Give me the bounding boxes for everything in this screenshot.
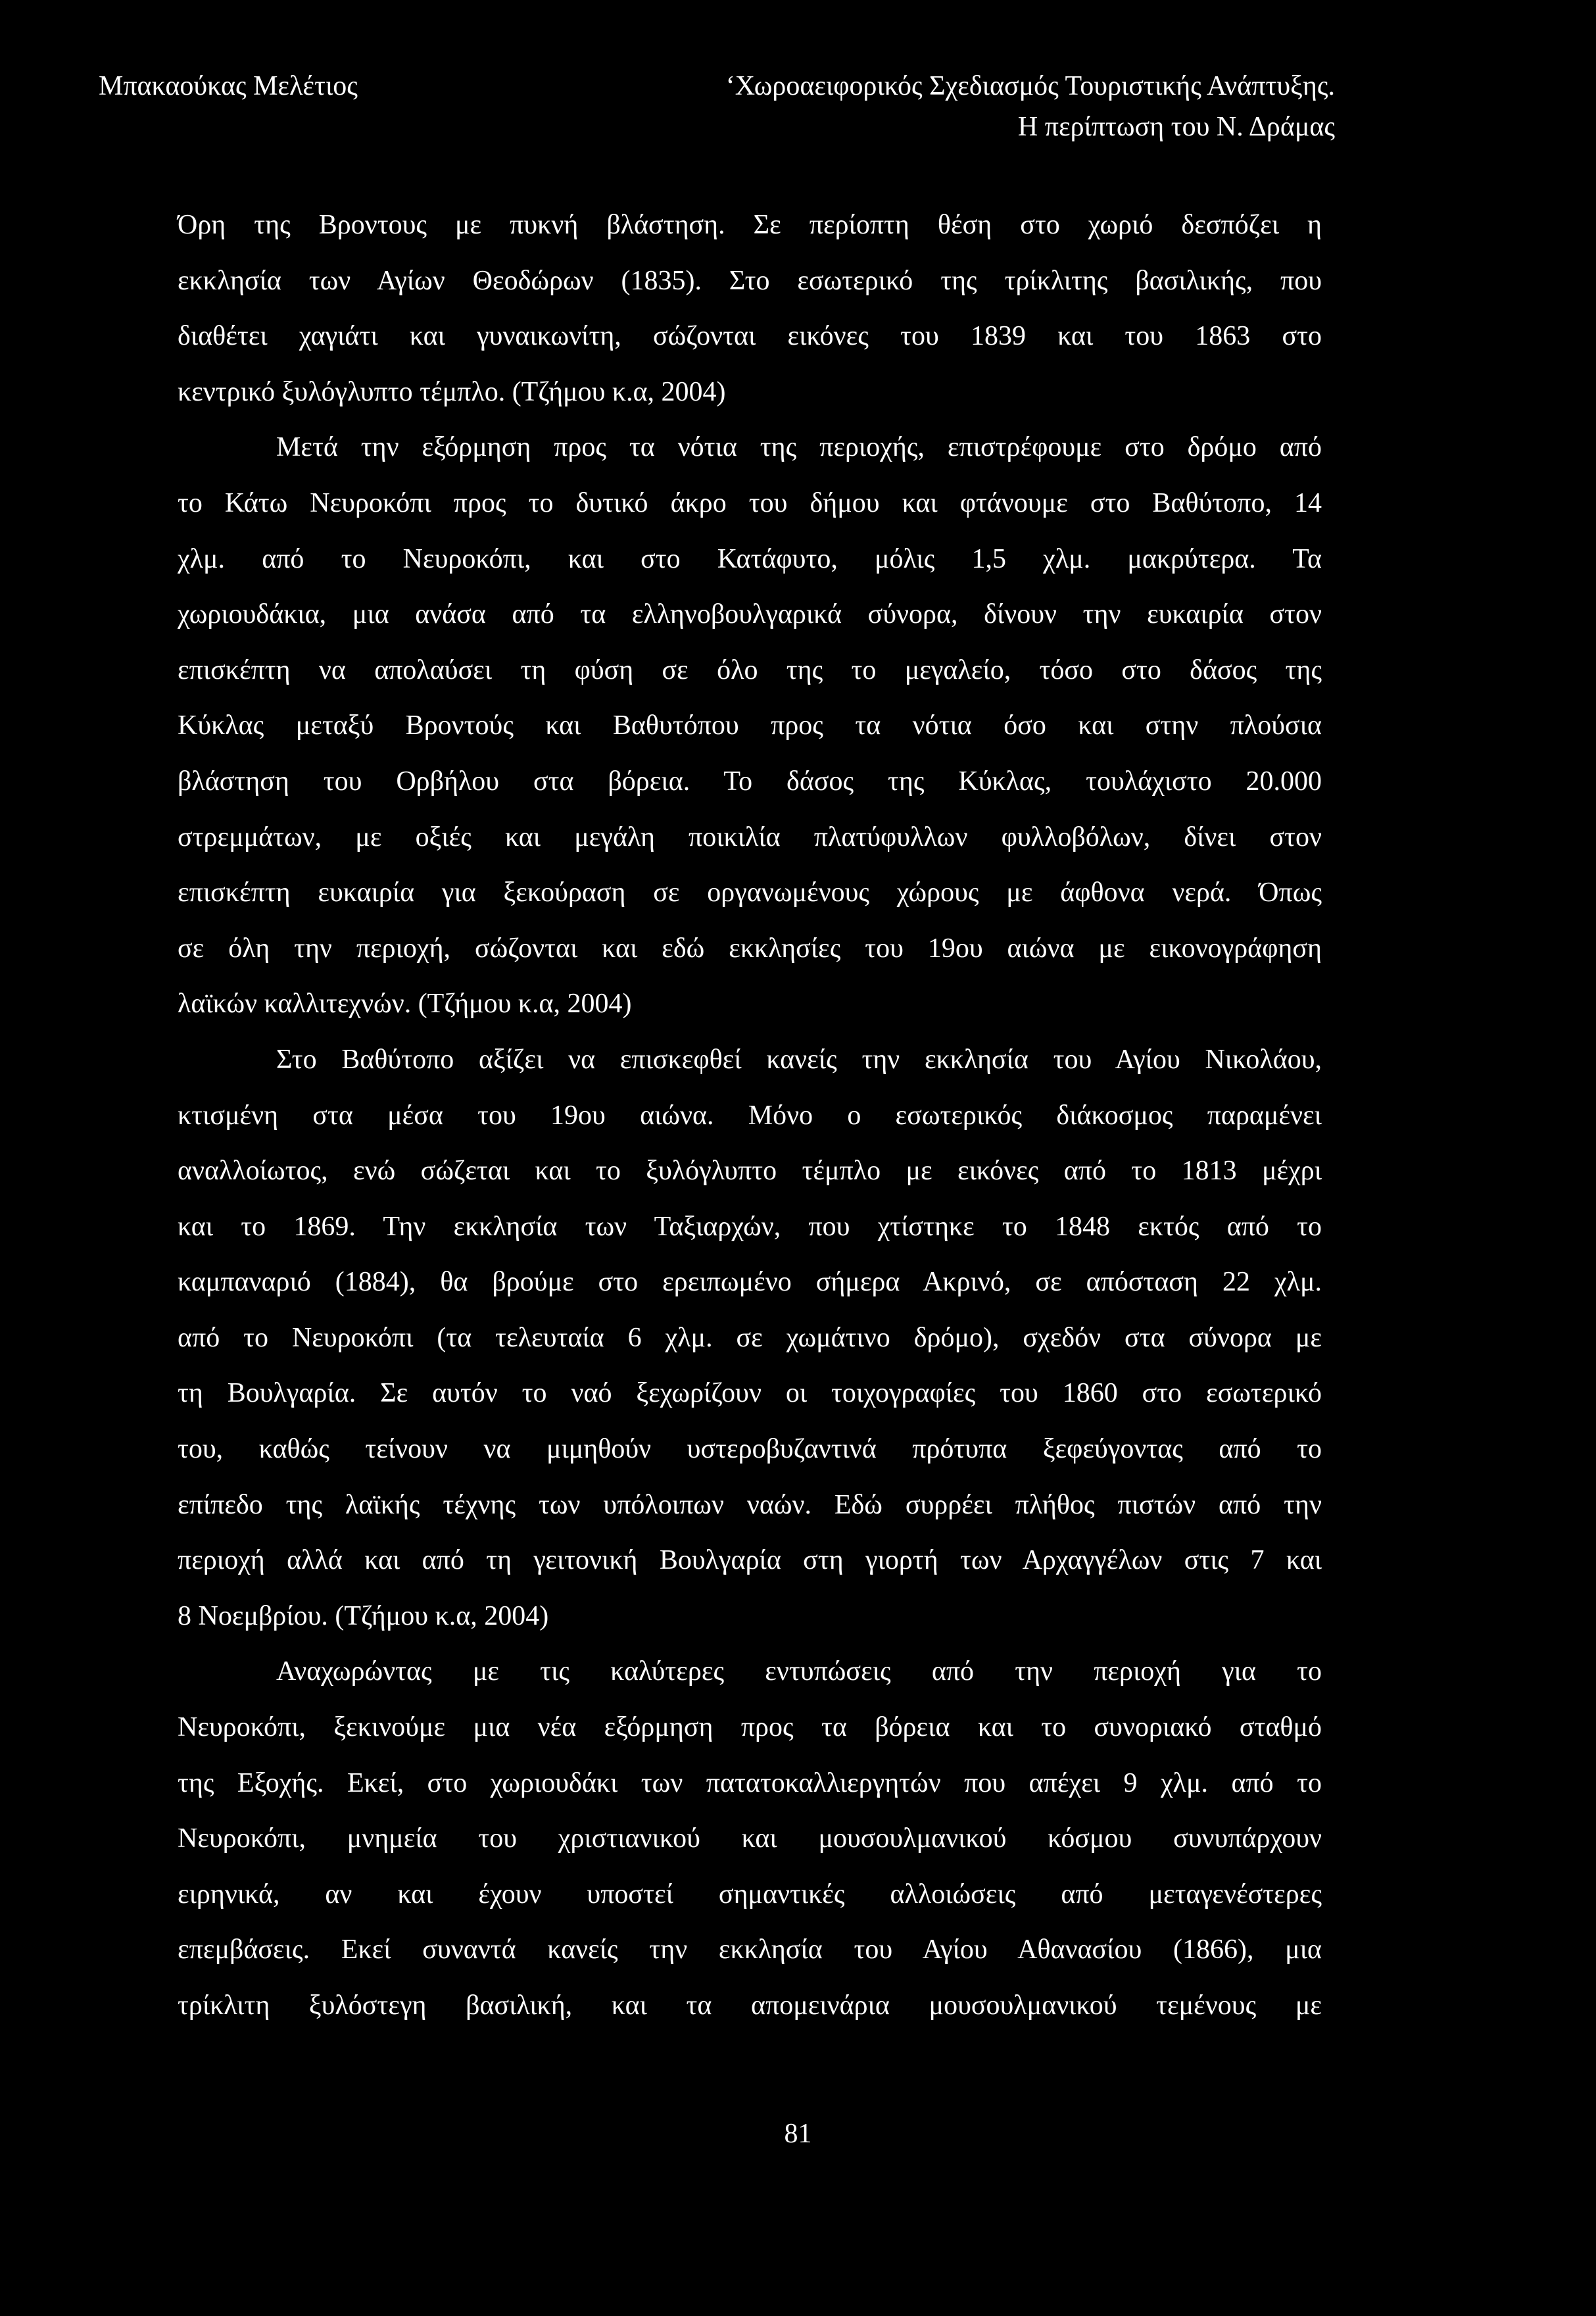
text-line: αναλλοίωτος, ενώ σώζεται και το ξυλόγλυπτο τέμπλο με εικόνες από το 1813 μέχρι (178, 1156, 1322, 1187)
text-line: Αναχωρώντας με τις καλύτερες εντυπώσεις από την περιοχή για το (276, 1656, 1322, 1687)
text-line: τη Βουλγαρία. Σε αυτόν το ναό ξεχωρίζουν οι τοιχογραφίες του 1860 στο εσωτερικό (178, 1378, 1322, 1409)
text-line: το Κάτω Νευροκόπι προς το δυτικό άκρο του δήμου και φτάνουμε στο Βαθύτοπο, 14 (178, 487, 1322, 518)
text-line: περιοχή αλλά και από τη γειτονική Βουλγαρία στη γιορτή των Αρχαγγέλων στις 7 και (178, 1545, 1322, 1576)
text-line: διαθέτει χαγιάτι και γυναικωνίτη, σώζονται εικόνες του 1839 και του 1863 στο (178, 321, 1322, 352)
text-line: του, καθώς τείνουν να μιμηθούν υστεροβυζαντινά πρότυπα ξεφεύγοντας από το (178, 1434, 1322, 1465)
text-line: χλμ. από το Νευροκόπι, και στο Κατάφυτο, μόλις 1,5 χλμ. μακρύτερα. Τα (178, 543, 1322, 574)
text-line: ειρηνικά, αν και έχουν υποστεί σημαντικές αλλοιώσεις από μεταγενέστερες (178, 1879, 1322, 1909)
text-line: της Εξοχής. Εκεί, στο χωριουδάκι των πατατοκαλλιεργητών που απέχει 9 χλμ. από το (178, 1767, 1322, 1798)
text-line: Όρη της Βροντους με πυκνή βλάστηση. Σε περίοπτη θέση στο χωριό δεσπόζει η (178, 210, 1322, 240)
text-line: από το Νευροκόπι (τα τελευταία 6 χλμ. σε χωμάτινο δρόμο), σχεδόν στα σύνορα με (178, 1322, 1322, 1353)
text-line: Μετά την εξόρμηση προς τα νότια της περιοχής, επιστρέφουμε στο δρόμο από (276, 432, 1322, 463)
text-line: Κύκλας μεταξύ Βροντούς και Βαθυτόπου προς τα νότια όσο και στην πλούσια (178, 710, 1322, 741)
page-number: 81 (784, 2119, 812, 2149)
text-line: βλάστηση του Ορβήλου στα βόρεια. Το δάσος της Κύκλας, τουλάχιστο 20.000 (178, 766, 1322, 797)
text-line: λαϊκών καλλιτεχνών. (Τζήμου κ.α, 2004) (178, 989, 632, 1020)
text-line: Νευροκόπι, ξεκινούμε μια νέα εξόρμηση προς τα βόρεια και το συνοριακό σταθμό (178, 1712, 1322, 1743)
text-line: κεντρικό ξυλόγλυπτο τέμπλο. (Τζήμου κ.α, 2004) (178, 376, 726, 407)
text-line: σε όλη την περιοχή, σώζονται και εδώ εκκλησίες του 19ου αιώνα με εικονογράφηση (178, 933, 1322, 964)
text-line: κτισμένη στα μέσα του 19ου αιώνα. Μόνο ο εσωτερικός διάκοσμος παραμένει (178, 1100, 1322, 1131)
text-line: τρίκλιτη ξυλόστεγη βασιλική, και τα απομεινάρια μουσουλμανικού τεμένους με (178, 1990, 1322, 2021)
text-line: και το 1869. Την εκκλησία των Ταξιαρχών, που χτίστηκε το 1848 εκτός από το (178, 1211, 1322, 1242)
header-title-line-2: Η περίπτωση του Ν. Δράμας (1017, 112, 1335, 142)
header-title (726, 66, 1335, 147)
text-line: εκκλησία των Αγίων Θεοδώρων (1835). Στο εσωτερικό της τρίκλιτης βασιλικής, που (178, 265, 1322, 296)
text-line: επισκέπτη να απολαύσει τη φύση σε όλο της το μεγαλείο, τόσο στο δάσος της (178, 654, 1322, 685)
text-line: Νευροκόπι, μνημεία του χριστιανικού και μουσουλμανικού κόσμου συνυπάρχουν (178, 1823, 1322, 1854)
text-line: Στο Βαθύτοπο αξίζει να επισκεφθεί κανείς την εκκλησία του Αγίου Νικολάου, (276, 1044, 1322, 1075)
text-line: καμπαναριό (1884), θα βρούμε στο ερειπωμένο σήμερα Ακρινό, σε απόσταση 22 χλμ. (178, 1267, 1322, 1298)
text-line: στρεμμάτων, με οξιές και μεγάλη ποικιλία πλατύφυλλων φυλλοβόλων, δίνει στον (178, 822, 1322, 852)
header-title-line-1: ‘Χωροαειφορικός Σχεδιασμός Τουριστικής Ανάπτυξης. (725, 71, 1335, 101)
body-text (178, 197, 1322, 2034)
header-author: Μπακαούκας Μελέτιος (99, 71, 358, 101)
text-line: επισκέπτη ευκαιρία για ξεκούραση σε οργανωμένους χώρους με άφθονα νερά. Όπως (178, 877, 1322, 908)
text-line: επεμβάσεις. Εκεί συναντά κανείς την εκκλησία του Αγίου Αθανασίου (1866), μια (178, 1934, 1322, 1965)
text-line: επίπεδο της λαϊκής τέχνης των υπόλοιπων ναών. Εδώ συρρέει πλήθος πιστών από την (178, 1489, 1322, 1520)
text-line: χωριουδάκια, μια ανάσα από τα ελληνοβουλγαρικά σύνορα, δίνουν την ευκαιρία στον (178, 599, 1322, 630)
text-line: 8 Νοεμβρίου. (Τζήμου κ.α, 2004) (178, 1600, 549, 1631)
